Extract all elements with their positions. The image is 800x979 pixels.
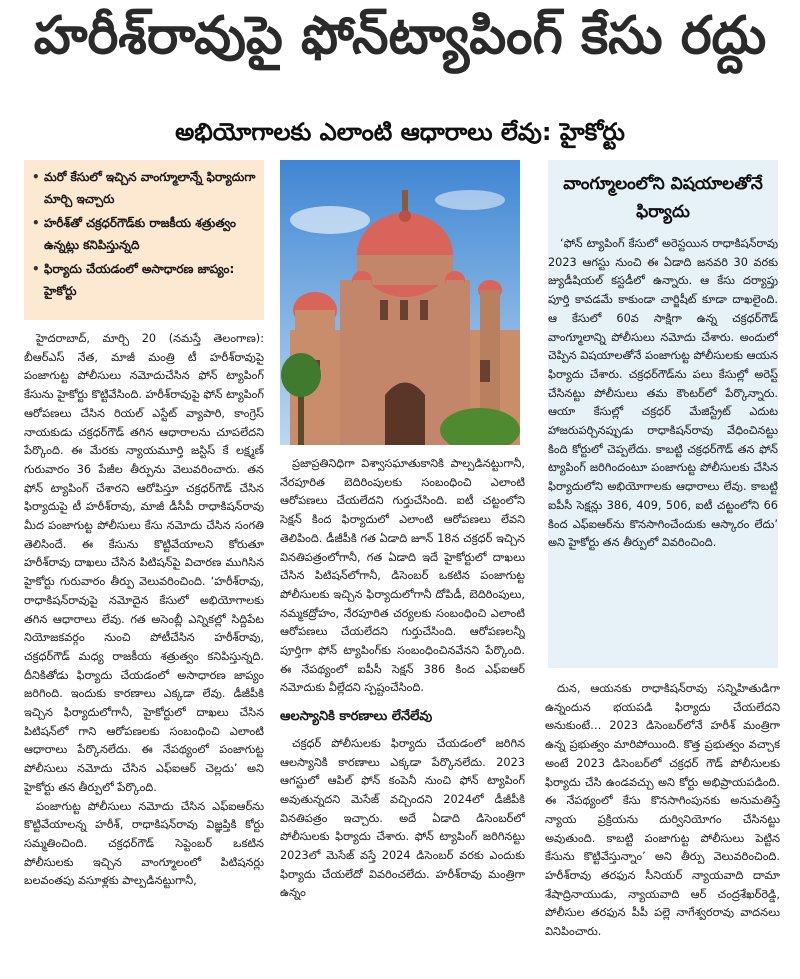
high-court-photo xyxy=(280,160,520,445)
headline: హరీశ్‌రావుపై ఫోన్‌ట్యాపింగ్ కేసు రద్దు xyxy=(33,6,767,66)
paragraph: ‘ఫోన్ ట్యాపింగ్ కేసులో అరెస్టయిన రాధాకిషన్‌రావు 2023 ఆగస్టు నుంచి ఈ ఏడాది జనవరి 30 వరకు జ్యుడీషియల్ కస్టడీలో ఉన్నారు. ఆ కేసు దర్యాప్తు పూర్తి కావడమే కాకుండా చార్జిషీట్ కూడా దాఖలైంది. ఆ కేసులో 60వ సాక్షిగా ఉన్న చక్రధర్‌గౌడ్ వాంగ్మూలాన్ని పోలీసులు నమోదు చేశారు. అందులో చెప్పిన విషయాలతోనే పంజాగుట్ట పోలీసులకు ఆయన ఫిర్యాదు చేశారు. చక్రధర్‌గౌడ్‌ను పలు కేసుల్లో అరెస్ట్ చేసినట్టు పోలీసులు తమ కౌంటర్‌లో పేర్కొన్నారు. ఆయా కేసుల్లో చక్రధర్ మేజిస్ట్రేట్ ఎదుట హాజరుపర్చినప్పుడు రాధాకిషన్‌రావు వేధించినట్టు కింది కోర్టులో చెప్పలేదు. కాబట్టి చక్రధర్‌గౌడ్ తన ఫోన్ ట్యాపింగ్ జరిగిందంటూ పంజాగుట్ట పోలీసులకు చేసిన ఫిర్యాదులోని అభియోగాలకు ఆధారాలు లేవు. కాబట్టి ఐపీసీ సెక్షన్లు 386, 409, 506, ఐటీ చట్టంలోని 66 కింద ఎఫ్ఐఆర్‌ను కొనసాగించేందుకు ఆస్కారం లేదు’ అని హైకోర్టు తన తీర్పులో వివరించింది. xyxy=(548,237,778,550)
article-column-4 xyxy=(545,680,780,965)
highlight-item: • హరీశ్‌తో చక్రధర్‌గౌడ్‌కు రాజకీయ శత్రుత్వం ఉన్నట్లు కనిపిస్తున్నది xyxy=(32,212,256,256)
paragraph: ప్రజాప్రతినిధిగా విశ్వాసఘాతుకానికి పాల్పడినట్టుగానీ, నేరపూరిత బెదిరింపులకు సంబంధించి ఎలాంటి ఆరోపణలు చేయలేదని గుర్తుచేసింది. ఐటీ చట్టంలోని సెక్షన్ కింద ఫిర్యాదులో ఎలాంటి ఆరోపణలు లేవని తెలిపింది. డీజీపీకి గత ఏడాది జూన్ 18న చక్రధర్ ఇచ్చిన వినతిపత్రంలోగానీ, గత ఏడాది ఇదే హైకోర్టులో దాఖలు చేసిన పిటిషన్‌లోగానీ, డిసెంబర్ ఒకటిన పంజాగుట్ట పోలీసులకు ఇచ్చిన ఫిర్యాదులోగానీ దోపిడీ, బెదిరింపులు, నమ్మకద్రోహం, నేరపూరిత చర్యలకు సంబంధించి ఎలాంటి ఆరోపణలు చేయలేదని గుర్తుచేసింది. ఆరోపణలన్నీ పూర్తిగా ఫోన్ ట్యాపింగ్‌కు సంబంధించినవేనని పేర్కొంది. ఈ నేపథ్యంలో ఐపీసీ సెక్షన్ 386 కింద ఎఫ్ఐఆర్ నమోదుకు వీల్లేదని స్పష్టంచేసింది. xyxy=(280,457,525,695)
section-subheading: ఆలస్యానికి కారణాలు లేనేలేవు xyxy=(280,709,433,725)
high-court-illustration xyxy=(280,160,520,445)
highlights-box xyxy=(24,160,264,320)
sidebar-body xyxy=(548,235,778,665)
paragraph: దున, ఆయనకు రాధాకిషన్‌రావు సన్నిహితుడిగా ఉన్నందున భయపడి ఫిర్యాదు చేయలేదని అనుకుంటే… 2023 డిసెంబర్‌లోనే హరీశ్ మంత్రిగా ఉన్న ప్రభుత్వం మారిపోయింది. కొత్త ప్రభుత్వం వచ్చాక అంటే 2023 డిసెంబర్‌లో చక్రధర్ గౌడ్ పోలీసులకు ఫిర్యాదు చేసి ఉండవచ్చు అని కోర్టు అభిప్రాయపడింది. ఈ నేపథ్యంలో కేసు కొనసాగింపునకు అనుమతిస్తే న్యాయ ప్రక్రియను దుర్వినియోగం చేసినట్టు అవుతుంది. కాబట్టి పంజాగుట్ట పోలీసులు పెట్టిన కేసును కొట్టివేస్తున్నాం’ అని తీర్పు వెలువరించింది. హరీశ్‌రావు తరఫున సీనియర్ న్యాయవాది దామా శేషాద్రినాయుడు, న్యాయవాది ఆర్ చంద్రశేఖర్‌రెడ్డి, పోలీసుల తరఫున పీపీ పల్లె నాగేశ్వరరావు వాదనలు వినిపించారు. xyxy=(545,682,780,939)
article-column-2 xyxy=(280,455,525,960)
sidebar-title: వాంగ్మూలంలోని విషయాలతోనే ఫిర్యాదు xyxy=(563,174,763,222)
paragraph: పంజాగుట్ట పోలీసులు నమోదు చేసిన ఎఫ్ఐఆర్‌ను కొట్టివేయాలన్న హరీశ్, రాధాకిషన్‌రావు విజ్ఞప్తికి కోర్టు సమ్మతించింది. చక్రధర్‌గౌడ్ సెప్టెంబర్ ఒకటిన పోలీసులకు ఇచ్చిన వాంగ్మూలంలో పిటిషనర్లు బలవంతపు వసూళ్లకు పాల్పడినట్టుగానీ, xyxy=(24,799,264,888)
paragraph: హైదరాబాద్, మార్చి 20 (నమస్తే తెలంగాణ): బీఆర్ఎస్ నేత, మాజీ మంత్రి టీ హరీశ్‌రావుపై పంజాగుట్ట పోలీసులు నమోదుచేసిన ఫోన్ ట్యాపింగ్ కేసును హైకోర్టు కొట్టివేసింది. హరీశ్‌రావుపై ఫోన్ ట్యాపింగ్ ఆరోపణలు చేసిన రియల్ ఎస్టేట్ వ్యాపారి, కాంగ్రెస్ నాయకుడు చక్రధర్‌గౌడ్ తగిన ఆధారాలను చూపలేదని పేర్కొంది. ఈ మేరకు న్యాయమూర్తి జస్టిస్ కే లక్ష్మణ్ గురువారం 36 పేజీల తీర్పును వెలువరించారు. తన ఫోన్ ట్యాపింగ్ చేశారని ఆరోపిస్తూ చక్రధర్‌గౌడ్ చేసిన ఫిర్యాదుపై టీ హరీశ్‌రావు, మాజీ డీసీపీ రాధాకిషన్‌రావు మీద పంజాగుట్ట పోలీసులు కేసు నమోదు చేసిన సంగతి తెలిసిందే. ఈ కేసును కొట్టివేయాలని కోరుతూ హరీశ్‌రావు దాఖలు చేసిన పిటిషన్‌పై విచారణ ముగిసిన హైకోర్టు గురువారం తీర్పు వెలువరించింది. ‘హరీశ్‌రావు, రాధాకిషన్‌రావుపై నమోదైన కేసులో అభియోగాలకు తగిన ఆధారాలు లేవు. గత అసెంబ్లీ ఎన్నికల్లో సిద్దిపేట నియోజకవర్గం నుంచి పోటీచేసిన హరీశ్‌రావు, చక్రధర్‌గౌడ్ మధ్య రాజకీయ శత్రుత్వం కనిపిస్తున్నది. దీనికితోడు ఫిర్యాదు చేయడంలో అసాధారణ జాప్యం జరిగింది. ఇందుకు కారణాలు ఎక్కడా లేవు. డీజీపీకి ఇచ్చిన ఫిర్యాదులోగానీ, హైకోర్టులో దాఖలు చేసిన పిటిషన్‌లో గాని ఆరోపణలకు సంబంధించి ఎలాంటి ఆధారాలు పేర్కొనలేదు. ఈ నేపథ్యంలో పంజాగుట్ట పోలీసులు నమోదు చేసిన ఎఫ్ఐఆర్ చెల్లదు’ అని హైకోర్టు తన తీర్పులో పేర్కొంది. xyxy=(24,332,264,794)
highlight-item: • మరో కేసులో ఇచ్చిన వాంగ్మూలాన్నే ఫిర్యాదుగా మార్చి ఇచ్చారు xyxy=(32,166,256,210)
subheadline: అభియోగాలకు ఎలాంటి ఆధారాలు లేవు: హైకోర్టు xyxy=(175,118,625,146)
highlight-item: • ఫిర్యాదు చేయడంలో అసాధారణ జాప్యం: హైకోర్టు xyxy=(32,258,256,302)
paragraph: చక్రధర్ పోలీసులకు ఫిర్యాదు చేయడంలో జరిగిన ఆలస్యానికి కారణాలు ఎక్కడా పేర్కొనలేదు. 2023 ఆగస్టులో ఆపిల్ ఫోన్ కంపెనీ నుంచి ఫోన్ ట్యాపింగ్ అవుతున్నదని మెసేజ్ వచ్చిందని 2024లో డీజీపీకి వినతిపత్రం ఇచ్చారు. అదే ఏడాది డిసెంబర్‌లో పోలీసులకు ఫిర్యాదు చేశారు. ఫోన్ ట్యాపింగ్ జరిగినట్టు 2023లో మెసేజ్ వస్తే 2024 డిసెంబర్ వరకు ఎందుకు ఫిర్యాదు చేయలేదో వివరించలేదు. హరీశ్‌రావు మంత్రిగా ఉన్నం xyxy=(280,736,525,900)
article-column-1 xyxy=(24,330,264,960)
